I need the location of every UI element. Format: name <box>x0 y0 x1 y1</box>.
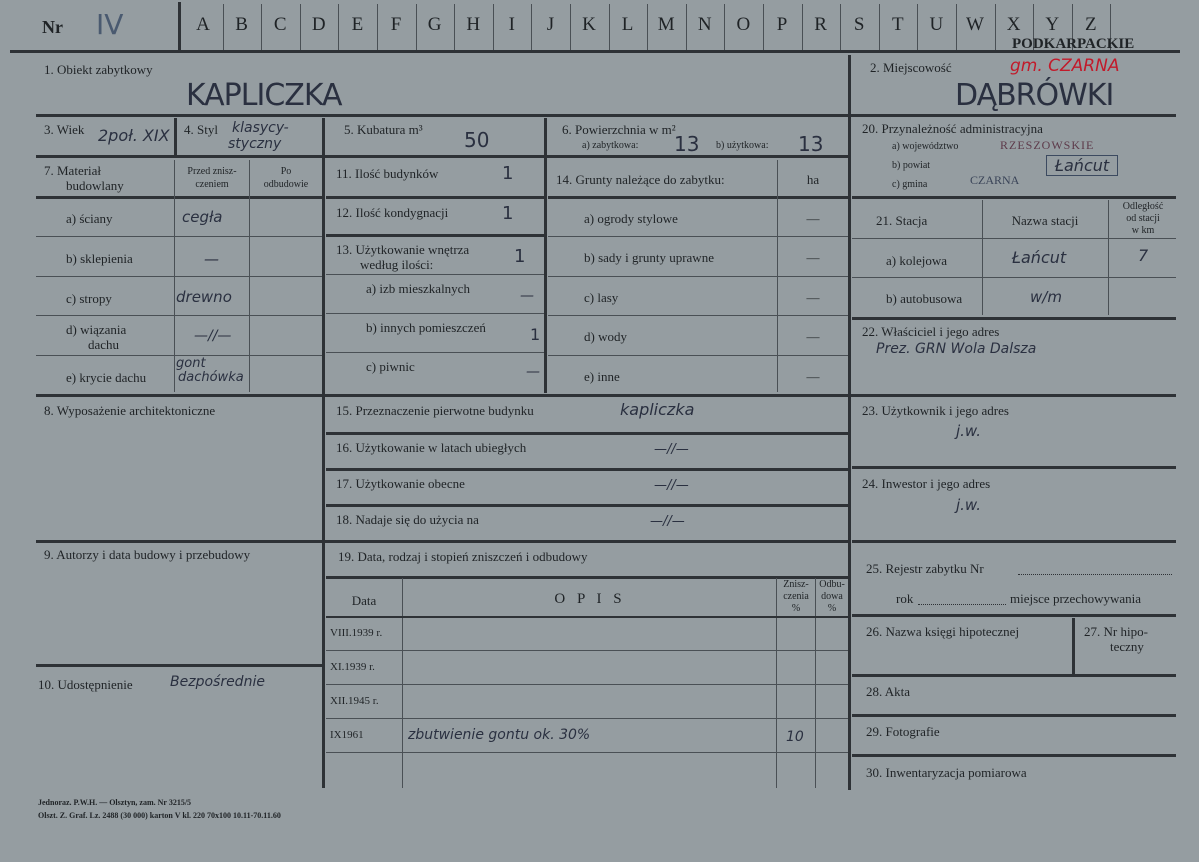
damage-col-dmg-l3: % <box>791 603 801 614</box>
area-a-value: 13 <box>674 132 700 156</box>
index-letter-w: W <box>966 14 984 35</box>
mortgage-nr-label-l1: 27. Nr hipo- <box>1084 624 1148 639</box>
material-ceilings-label: c) stropy <box>66 291 112 306</box>
access-label: 10. Udostępnienie <box>38 677 133 692</box>
area-b-label: b) użytkowa: <box>716 140 769 151</box>
user-value: j.w. <box>956 422 982 440</box>
admin-voivodeship-label: a) województwo <box>892 141 959 152</box>
region-stamp: PODKARPACKIE <box>1012 36 1135 52</box>
land-label: 14. Grunty należące do zabytku: <box>556 172 725 187</box>
index-letter-l: L <box>621 14 634 35</box>
photos-label: 29. Fotografie <box>866 724 940 739</box>
buildings-value: 1 <box>502 163 514 184</box>
damage-col-dmg-l1: Znisz- <box>783 579 809 590</box>
damage-row-dmg: 10 <box>786 729 804 745</box>
damage-col-dmg-l2: czenia <box>783 591 809 602</box>
damage-row-desc: zbutwienie gontu ok. 30% <box>408 727 591 743</box>
volume-label: 5. Kubatura m³ <box>344 122 423 137</box>
style-value-line2: styczny <box>228 136 282 152</box>
index-letter-i: I <box>508 14 515 35</box>
register-year-label: rok <box>896 591 914 606</box>
style-label: 4. Styl <box>184 122 218 137</box>
index-letter-a: A <box>196 14 210 35</box>
index-letter-d: D <box>311 14 326 35</box>
land-unit: ha <box>806 172 820 187</box>
past-use-label: 16. Użytkowanie w latach ubiegłych <box>336 440 527 455</box>
object-value: KAPLICZKA <box>186 78 342 113</box>
register-place-label: miejsce przechowywania <box>1010 591 1142 606</box>
land-forests-label: c) lasy <box>584 290 619 305</box>
authors-label: 9. Autorzy i data budowy i przebudowy <box>44 547 251 562</box>
nr-value: IV <box>96 8 124 41</box>
land-waters-value: — <box>806 329 820 344</box>
land-forests-value: — <box>806 290 820 305</box>
admin-county-value: Łańcut <box>1046 155 1118 176</box>
investor-label: 24. Inwestor i jego adres <box>862 476 991 491</box>
damage-label: 19. Data, rodzaj i stopień zniszczeń i odbudowy <box>338 549 588 564</box>
land-waters-label: d) wody <box>584 329 627 344</box>
station-dist-col-l2: od stacji <box>1126 213 1160 224</box>
station-rail-name: Łańcut <box>1012 248 1067 267</box>
buildings-label: 11. Ilość budynków <box>336 166 439 181</box>
index-letter-h: H <box>466 14 481 35</box>
material-walls-value: cegła <box>182 208 223 226</box>
admin-voivodeship-value: RZESZOWSKIE <box>1000 138 1095 152</box>
index-letter-r: R <box>814 14 827 35</box>
index-letter-f: F <box>390 14 402 35</box>
age-value: 2poł. XIX <box>98 126 170 145</box>
object-label: 1. Obiekt zabytkowy <box>44 62 153 77</box>
current-use-value: —//— <box>654 478 689 493</box>
index-letter-c: C <box>273 14 287 35</box>
station-rail-distance: 7 <box>1138 246 1149 265</box>
station-rail-label: a) kolejowa <box>886 253 948 268</box>
interior-rooms-label: a) izb mieszkalnych <box>366 281 470 296</box>
original-use-label: 15. Przeznaczenie pierwotne budynku <box>336 403 534 418</box>
material-vaults-value: — <box>204 250 219 268</box>
material-vaults-label: b) sklepienia <box>66 251 133 266</box>
gmina-stamp: gm. CZARNA <box>1010 56 1120 76</box>
land-other-label: e) inne <box>584 369 620 384</box>
damage-row-date: XII.1945 r. <box>330 695 379 707</box>
station-label: 21. Stacja <box>876 213 928 228</box>
original-use-value: kapliczka <box>620 400 695 419</box>
material-col-after-l2: odbudowie <box>263 179 309 190</box>
damage-col-desc: O P I S <box>554 591 626 607</box>
access-value: Bezpośrednie <box>170 674 265 690</box>
damage-row-date: VIII.1939 r. <box>330 627 383 639</box>
material-col-before-l1: Przed znisz- <box>187 166 237 177</box>
station-bus-name: w/m <box>1030 288 1062 306</box>
index-letter-e: E <box>351 14 364 35</box>
material-label-l2: budowlany <box>66 178 124 193</box>
footer-line1: Jednoraz. P.W.H. — Olsztyn, zam. Nr 3215/5 <box>38 798 192 807</box>
material-label-l1: 7. Materiał <box>44 163 102 178</box>
material-roof-label: e) krycie dachu <box>66 370 147 385</box>
index-letter-g: G <box>427 14 442 35</box>
area-b-value: 13 <box>798 132 824 156</box>
index-letter-m: M <box>657 14 675 35</box>
nr-label: Nr <box>42 17 63 37</box>
material-truss-label-l1: d) wiązania <box>66 322 127 337</box>
station-name-col: Nazwa stacji <box>1011 213 1079 228</box>
volume-value: 50 <box>464 128 490 152</box>
interior-other-value: 1 <box>530 325 541 344</box>
suitable-for-value: —//— <box>650 514 685 529</box>
user-label: 23. Użytkownik i jego adres <box>862 403 1009 418</box>
index-letter-n: N <box>697 14 712 35</box>
locality-label: 2. Miejscowość <box>870 60 952 75</box>
land-gardens-label: a) ogrody stylowe <box>584 211 678 226</box>
index-letter-s: S <box>853 14 865 35</box>
mortgage-nr-label-l2: teczny <box>1110 639 1144 654</box>
index-letter-j: J <box>546 14 555 35</box>
interior-label-l1: 13. Użytkowanie wnętrza <box>336 242 470 257</box>
suitable-for-label: 18. Nadaje się do użycia na <box>336 512 479 527</box>
damage-col-reb-l2: dowa <box>821 591 843 602</box>
locality-value: DĄBRÓWKI <box>955 78 1114 113</box>
admin-commune-value: CZARNA <box>970 173 1020 187</box>
land-gardens-value: — <box>806 211 820 226</box>
area-label: 6. Powierzchnia w m² <box>562 122 676 137</box>
index-letter-o: O <box>736 14 751 35</box>
files-label: 28. Akta <box>866 684 911 699</box>
current-use-label: 17. Użytkowanie obecne <box>336 476 465 491</box>
style-value-line1: klasycy- <box>232 120 289 136</box>
land-orchards-value: — <box>806 250 820 265</box>
admin-county-label: b) powiat <box>892 160 931 171</box>
owner-label: 22. Właściciel i jego adres <box>862 324 1000 339</box>
admin-label: 20. Przynależność administracyjna <box>862 121 1043 136</box>
index-letter-k: K <box>582 14 596 35</box>
footer-line2: Olszt. Z. Graf. Lz. 2488 (30 000) karton V kl. 220 70x100 10.11-70.11.60 <box>38 811 281 820</box>
index-letter-z: Z <box>1084 14 1097 35</box>
material-col-after-l1: Po <box>280 166 292 177</box>
admin-commune-label: c) gmina <box>892 179 928 190</box>
land-other-value: — <box>806 369 820 384</box>
index-letter-x: X <box>1006 14 1021 35</box>
damage-col-reb-l3: % <box>827 603 837 614</box>
material-walls-label: a) ściany <box>66 211 113 226</box>
investor-value: j.w. <box>956 496 982 514</box>
land-orchards-label: b) sady i grunty uprawne <box>584 250 714 265</box>
area-a-label: a) zabytkowa: <box>582 140 639 151</box>
damage-col-reb-l1: Odbu- <box>819 579 845 590</box>
material-truss-value: —//— <box>194 328 232 344</box>
register-label: 25. Rejestr zabytku Nr <box>866 561 984 576</box>
material-roof-value-l2: dachówka <box>178 370 244 385</box>
damage-col-date: Data <box>351 593 377 608</box>
equipment-label: 8. Wyposażenie architektoniczne <box>44 403 216 418</box>
mortgage-book-label: 26. Nazwa księgi hipotecznej <box>866 624 1020 639</box>
interior-other-label: b) innych pomieszczeń <box>366 320 486 335</box>
damage-row-date: IX1961 <box>330 729 364 741</box>
station-dist-col-l1: Odległość <box>1122 201 1164 212</box>
index-letter-b: B <box>235 14 248 35</box>
index-letter-t: T <box>891 14 904 35</box>
interior-cellars-label: c) piwnic <box>366 359 415 374</box>
station-bus-label: b) autobusowa <box>886 291 963 306</box>
index-letter-p: P <box>776 14 788 35</box>
material-col-before-l2: czeniem <box>195 179 229 190</box>
age-label: 3. Wiek <box>44 122 85 137</box>
material-ceilings-value: drewno <box>176 288 232 306</box>
damage-row-date: XI.1939 r. <box>330 661 375 673</box>
owner-value: Prez. GRN Wola Dalsza <box>876 341 1037 357</box>
past-use-value: —//— <box>654 442 689 457</box>
index-letter-u: U <box>929 14 944 35</box>
interior-label-l2: według ilości: <box>360 257 434 272</box>
survey-label: 30. Inwentaryzacja pomiarowa <box>866 765 1027 780</box>
material-truss-label-l2: dachu <box>88 337 120 352</box>
storeys-value: 1 <box>502 203 514 224</box>
interior-cellars-value: — <box>526 364 540 380</box>
interior-value: 1 <box>514 246 526 267</box>
storeys-label: 12. Ilość kondygnacji <box>336 205 449 220</box>
station-dist-col-l3: w km <box>1131 225 1155 236</box>
interior-rooms-value: — <box>520 288 534 304</box>
index-letter-y: Y <box>1045 14 1060 35</box>
material-roof-value-l1: gont <box>176 356 206 371</box>
